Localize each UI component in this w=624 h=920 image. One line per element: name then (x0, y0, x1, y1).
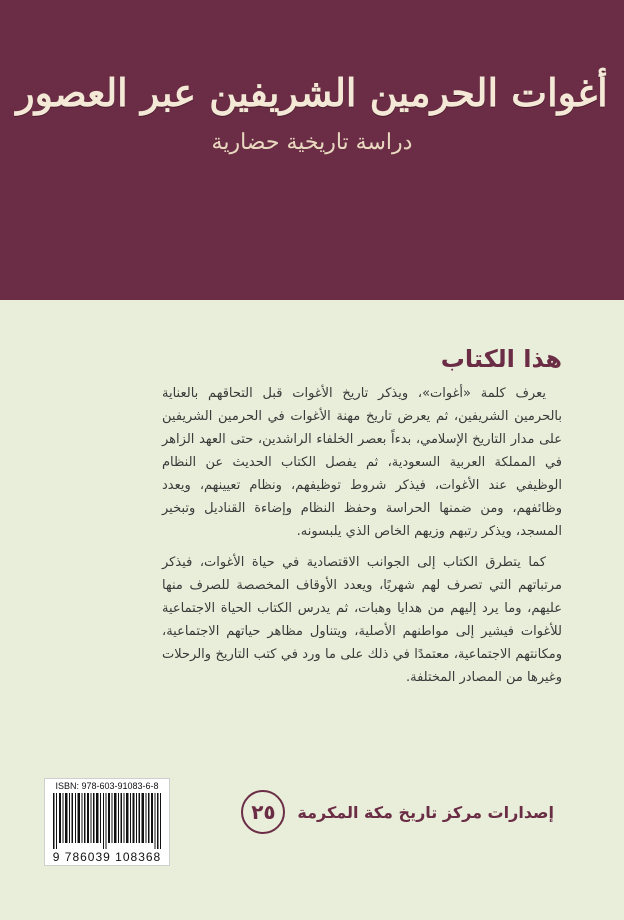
barcode-box (44, 778, 170, 866)
series-block (241, 790, 554, 834)
about-paragraph-1: يعرف كلمة «أغوات»، ويذكر تاريخ الأغوات قبل التحاقهم بالعناية بالحرمين الشريفين، ثم يعرض تاريخ مهنة الأغوات في الحرمين الشريفين على مدار التاريخ الإسلامي، بدءاً بعصر الخلفاء الراشدين، حتى العهد الزاهر في المملكة العربية السعودية، ثم يفصل الكتاب الحديث عن النظام الوظيفي عند الأغوات، فيذكر شروط توظيفهم، ونظام تعيينهم، ويعدد وظائفهم، ومن ضمنها الحراسة وحفظ النظام وإضاءة القناديل وتبخير المسجد، ويذكر رتبهم وزيهم الخاص الذي يلبسونه. (162, 386, 562, 539)
series-number-badge: ٢٥ (241, 790, 285, 834)
about-heading: هذا الكتاب (440, 345, 562, 373)
barcode-number: 9 786039 108368 (52, 850, 162, 864)
series-label: إصدارات مركز تاريخ مكة المكرمة (297, 802, 554, 822)
isbn-label: ISBN: 978-603-91083-6-8 (55, 781, 159, 791)
about-paragraph-2: كما يتطرق الكتاب إلى الجوانب الاقتصادية في حياة الأغوات، فيذكر مرتباتهم التي تصرف لهم شهريًا، ويعدد الأوقاف المخصصة للصرف منها عليهم، وما يرد إليهم من هدايا وهبات، ثم يدرس الكتاب الحياة الاجتماعية للأغوات فيشير إلى مواطنهم الأصلية، ويتناول مظاهر حياتهم الاجتماعية، ومكانتهم الاجتماعية، معتمدًا في ذلك على ما ورد في كتب التاريخ والرحلات وغيرها من المصادر المختلفة. (162, 555, 562, 685)
book-title: أغوات الحرمين الشريفين عبر العصور (16, 70, 608, 115)
book-subtitle: دراسة تاريخية حضارية (211, 130, 413, 155)
barcode-bars-icon (51, 793, 163, 849)
about-text (162, 382, 562, 697)
